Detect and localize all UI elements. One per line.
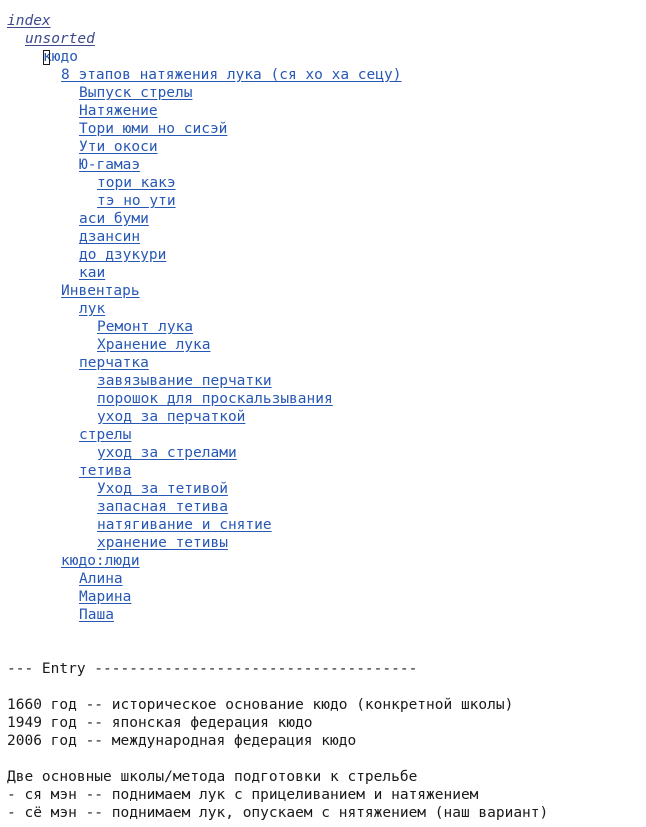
tree-node[interactable] [79,426,131,444]
tree-node-label[interactable]: лук [79,301,106,317]
entry-text-line: - ся мэн -- поднимаем лук с прицеливанием и натяжением [7,787,479,803]
entry-text-line: 1949 год -- японская федерация кюдо [7,715,313,731]
tree-node-label[interactable]: завязывание перчатки [97,373,272,389]
tree-node-label[interactable]: Алина [79,571,123,587]
tree-node-label[interactable]: тетива [79,463,132,479]
tree-node-label[interactable]: Тори юми но сисэй [79,121,228,137]
tree-node-label[interactable]: стрелы [79,427,132,443]
entry-text-line: 1660 год -- историческое основание кюдо (конкретной школы) [7,697,514,713]
tree-node[interactable] [79,246,166,264]
tree-node[interactable] [79,264,105,282]
tree-node[interactable] [97,516,272,534]
entry-header: --- Entry ------------------------------------- [7,661,418,677]
entry-text-line: 2006 год -- международная федерация кюдо [7,733,357,749]
tree-node-label[interactable]: хранение тетивы [97,535,228,551]
tree-node[interactable] [97,336,211,354]
tree-node[interactable] [97,444,237,462]
tree-node-label[interactable]: кюдо:люди [61,553,140,569]
tree-node-label[interactable]: Ю-гамаэ [79,157,141,173]
tree-node[interactable] [61,282,140,300]
tree-node-label[interactable]: Марина [79,589,132,605]
tree-node[interactable] [25,30,95,48]
tree-node[interactable] [79,210,149,228]
tree-node-label[interactable]: каи [79,265,106,281]
tree-node[interactable] [61,66,401,84]
tree-node-label[interactable]: Выпуск стрелы [79,85,193,101]
tree-node-label[interactable]: Уход за тетивой [97,481,228,497]
tree-node-label[interactable]: index [7,13,51,29]
tree-node-label[interactable]: до дзукури [79,247,167,263]
tree-node-label[interactable]: аси буми [79,211,149,227]
tree-node[interactable] [79,354,149,372]
tree-node-label[interactable]: unsorted [25,31,95,47]
tree-node-label[interactable]: уход за стрелами [97,445,237,461]
text-cursor [43,50,50,65]
tree-node-label[interactable]: Инвентарь [61,283,140,299]
tree-node-label[interactable]: Ремонт лука [97,319,194,335]
tree-node[interactable] [79,138,158,156]
tree-node[interactable] [79,228,140,246]
tree-node-label[interactable]: натягивание и снятие [97,517,272,533]
tree-node-label[interactable]: 8 этапов натяжения лука (ся хо ха сецу) [61,67,402,83]
tree-node-label[interactable]: Хранение лука [97,337,211,353]
tree-node-label[interactable]: перчатка [79,355,149,371]
tree-node[interactable] [79,120,227,138]
tree-node-label[interactable]: тэ но ути [97,193,176,209]
tree-node[interactable] [7,12,51,30]
tree-node[interactable] [79,570,123,588]
tree-node[interactable] [79,300,105,318]
tree-node[interactable] [97,390,333,408]
entry-text-line: Две основные школы/метода подготовки к стрельбе [7,769,418,785]
tree-node-label[interactable]: запасная тетива [97,499,228,515]
tree-node[interactable] [79,606,114,624]
tree-node-label[interactable]: Ути окоси [79,139,158,155]
tree-node[interactable] [97,174,176,192]
tree-node[interactable] [97,192,176,210]
tree-node[interactable] [79,588,131,606]
tree-node[interactable] [79,462,131,480]
tree-node[interactable] [97,372,272,390]
tree-node[interactable] [79,102,158,120]
tree-node[interactable] [97,498,228,516]
tree-node[interactable] [79,84,193,102]
tree-node[interactable] [97,534,228,552]
tree-node[interactable] [61,552,140,570]
tree-node-label[interactable]: Паша [79,607,114,623]
tree-node-label[interactable]: кюдо [43,49,78,65]
tree-node-label[interactable]: Натяжение [79,103,158,119]
tree-node-label[interactable]: тори какэ [97,175,176,191]
entry-text-line: - сё мэн -- поднимаем лук, опускаем с нятяжением (наш вариант) [7,805,549,821]
tree-node-label[interactable]: порошок для проскальзывания [97,391,333,407]
tree-node[interactable] [97,480,228,498]
tree-node[interactable] [97,318,193,336]
tree-node[interactable] [97,408,245,426]
tree-node[interactable] [79,156,140,174]
tree-node-label[interactable]: уход за перчаткой [97,409,246,425]
tree-node-label[interactable]: дзансин [79,229,141,245]
